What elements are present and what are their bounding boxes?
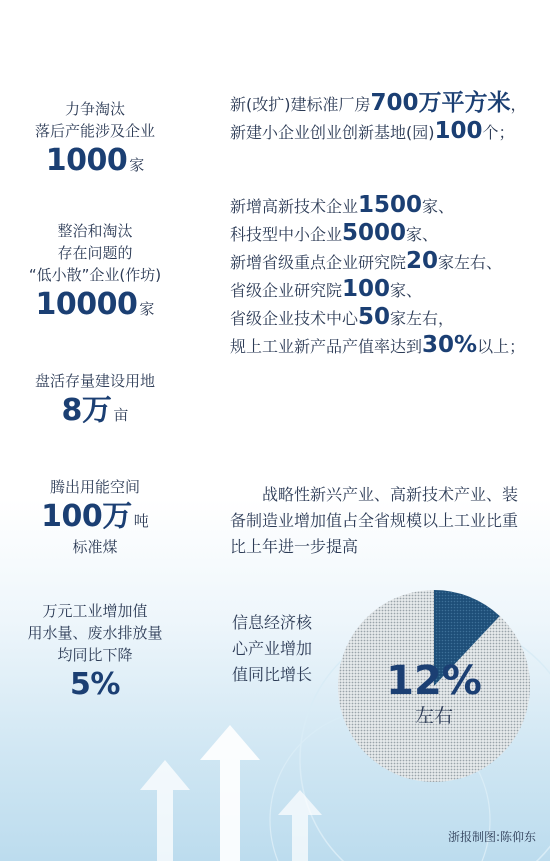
stat-label-line: 落后产能涉及企业 [34, 122, 155, 140]
stat-label-line: 整治和淘汰 [57, 222, 133, 240]
pie-center-label [374, 660, 494, 730]
stat-label-line: “低小散”企业(作坊) [28, 266, 162, 284]
text-line: 新增高新技术企业1500家、 [230, 192, 455, 218]
stat-label-line: 腾出用能空间 [49, 478, 140, 496]
text-line: 新增省级重点企业研究院20家左右、 [230, 248, 503, 274]
text-line: 心产业增加 [232, 639, 313, 658]
stat-unit: 家 [139, 300, 155, 318]
highlight-number: 30% [422, 332, 478, 358]
stat-value: 5% [70, 667, 120, 702]
stat-label-line: 用水量、废水排放量 [27, 624, 163, 642]
stat-label-line: 均同比下降 [57, 646, 133, 664]
stat-unit: 家 [129, 156, 145, 174]
highlight-number: 5000 [342, 220, 407, 246]
stat-unit: 吨 [133, 512, 149, 530]
text-line: 规上工业新产品产值率达到30%以上； [230, 332, 526, 358]
highlight-number: 700万平方米 [370, 90, 511, 116]
highlight-number: 50 [358, 304, 391, 330]
text-line: 科技型中小企业5000家、 [230, 220, 439, 246]
stat-label-line: 标准煤 [72, 538, 118, 556]
stat-label-line: 万元工业增加值 [42, 602, 148, 620]
text-line: 新建小企业创业创新基地(园)100个； [230, 118, 515, 144]
stat-value: 1000 [45, 143, 128, 178]
stat-label-line: 存在问题的 [57, 244, 133, 262]
pie-percent: 12% [386, 658, 482, 704]
stat-label-line: 盘活存量建设用地 [34, 372, 155, 390]
text-line: 省级企业技术中心50家左右， [230, 304, 455, 330]
text-line: 信息经济核 [232, 613, 313, 632]
highlight-number: 20 [406, 248, 439, 274]
text-line: 省级企业研究院100家、 [230, 276, 423, 302]
highlight-number: 100 [434, 118, 483, 144]
stat-value: 8万 [61, 393, 112, 428]
stat-unit: 亩 [113, 406, 129, 424]
text-line: 值同比增长 [232, 665, 313, 684]
strategic-industry-paragraph: 战略性新兴产业、高新技术产业、装备制造业增加值占全省规模以上工业比重比上年进一步提高 [230, 485, 519, 556]
highlight-number: 100 [342, 276, 391, 302]
stat-label-line: 力争淘汰 [64, 100, 125, 118]
stat-value: 100万 [41, 499, 132, 534]
pie-sub-label: 左右 [414, 705, 453, 727]
stat-value: 10000 [35, 287, 138, 322]
text-line: 新(改扩)建标准厂房700万平方米， [230, 90, 527, 116]
highlight-number: 1500 [358, 192, 423, 218]
credit-text: 浙报制图:陈仰东 [447, 830, 536, 844]
